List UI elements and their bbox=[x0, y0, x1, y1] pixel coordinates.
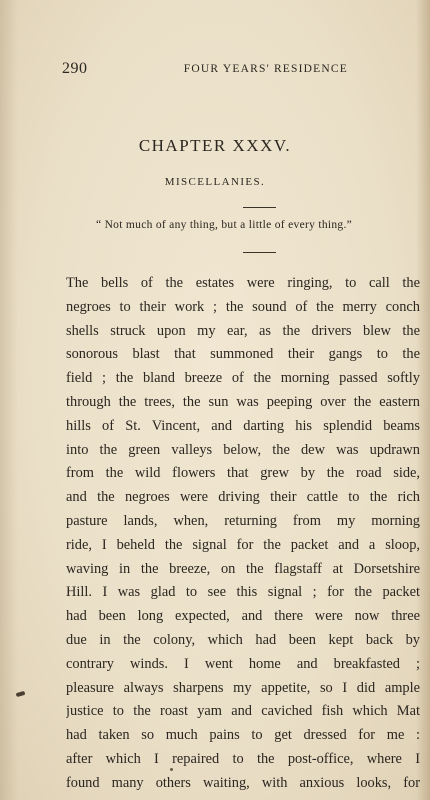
body-line bbox=[66, 296, 420, 320]
body-line-text: had taken so much pains to get dressed for me : bbox=[66, 727, 420, 744]
body-line bbox=[66, 605, 420, 629]
body-line bbox=[66, 415, 420, 439]
body-line-text: The bells of the estates were ringing, to call the bbox=[66, 275, 420, 291]
body-line bbox=[66, 391, 420, 415]
body-line-text: justice to the roast yam and caviched fish which Mat bbox=[66, 703, 420, 720]
body-line-text: sonorous blast that summoned their gangs to the bbox=[66, 346, 420, 363]
ink-mark bbox=[16, 691, 26, 697]
body-line-text: from the wild flowers that grew by the road side, bbox=[66, 465, 420, 482]
body-line-text: Hill. I was glad to see this signal ; for the packet bbox=[66, 584, 420, 601]
body-line bbox=[66, 629, 420, 653]
body-line bbox=[66, 367, 420, 391]
body-line-text: field ; the bland breeze of the morning passed softly bbox=[66, 370, 420, 387]
body-line bbox=[66, 700, 420, 724]
body-line-text: found many others waiting, with anxious looks, for bbox=[66, 774, 420, 791]
body-line bbox=[66, 272, 420, 296]
body-line bbox=[66, 343, 420, 367]
body-line bbox=[66, 558, 420, 582]
body-line-text: negroes to their work ; the sound of the merry conch bbox=[66, 298, 420, 315]
body-line-text: shells struck upon my ear, as the drivers blew the bbox=[66, 322, 420, 339]
ink-dot bbox=[170, 768, 173, 771]
page-header bbox=[62, 60, 348, 80]
running-head: FOUR YEARS' RESIDENCE bbox=[183, 63, 348, 75]
body-line-text: into the green valleys below, the dew was updrawn bbox=[66, 441, 420, 458]
body-line bbox=[66, 462, 420, 486]
body-line-text: waving in the breeze, on the flagstaff at Dorsetshire bbox=[66, 560, 420, 577]
body-line bbox=[66, 772, 420, 796]
body-line bbox=[66, 581, 420, 605]
body-line-text: pleasure always sharpens my appetite, so I did ample bbox=[66, 679, 420, 696]
body-line-text: contrary winds. I went home and breakfasted ; bbox=[66, 655, 420, 672]
body-line-text: had been long expected, and there were now three bbox=[66, 608, 420, 625]
body-text bbox=[66, 272, 420, 796]
page-number: 290 bbox=[62, 60, 88, 77]
body-line-text: and the negroes were driving their cattle to the rich bbox=[66, 489, 420, 506]
body-line bbox=[66, 510, 420, 534]
body-line bbox=[66, 486, 420, 510]
body-line-text: ride, I beheld the signal for the packet and a sloop, bbox=[66, 536, 420, 553]
body-line bbox=[66, 724, 420, 748]
body-line-text: due in the colony, which had been kept back by bbox=[66, 631, 420, 648]
epigraph-rule-bottom bbox=[243, 252, 276, 253]
body-line bbox=[66, 677, 420, 701]
body-line-text: through the trees, the sun was peeping over the eastern bbox=[66, 393, 420, 410]
body-line bbox=[66, 320, 420, 344]
body-line bbox=[66, 534, 420, 558]
body-line bbox=[66, 748, 420, 772]
body-line-text: hills of St. Vincent, and darting his splendid beams bbox=[66, 417, 420, 434]
body-line bbox=[66, 439, 420, 463]
body-line-text: pasture lands, when, returning from my morning bbox=[66, 512, 420, 529]
body-line bbox=[66, 653, 420, 677]
epigraph-rule-top bbox=[243, 207, 276, 208]
body-line-text: after which I repaired to the post-office, where I bbox=[66, 750, 420, 767]
epigraph: “ Not much of any thing, but a little of every thing.” bbox=[96, 219, 353, 231]
chapter-title: CHAPTER XXXV. bbox=[138, 136, 292, 155]
chapter-subtitle: MISCELLANIES. bbox=[164, 176, 266, 188]
